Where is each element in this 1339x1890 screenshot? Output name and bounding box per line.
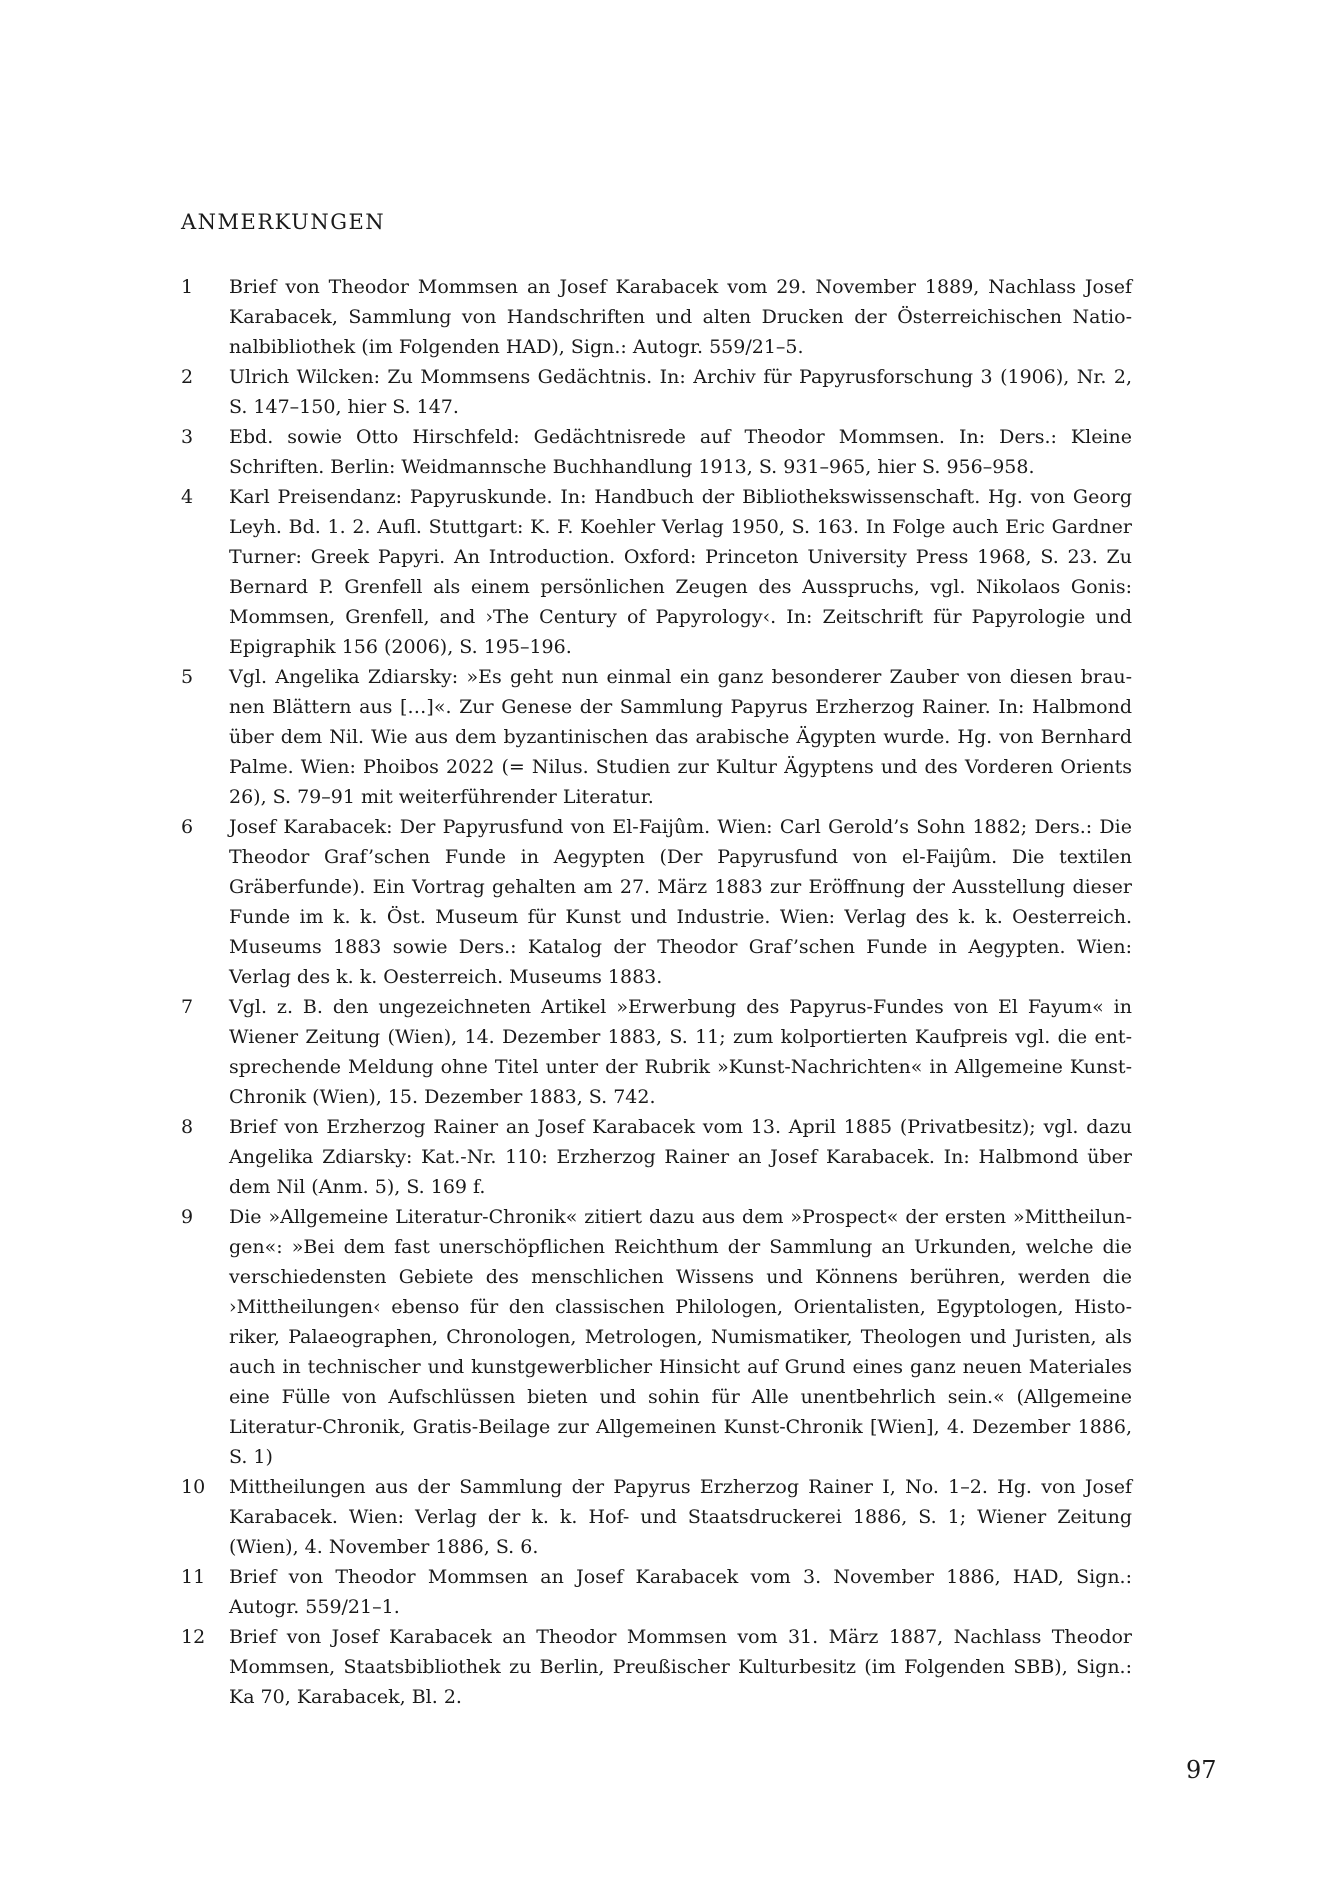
endnote-number: 1 (181, 276, 194, 298)
section-heading: ANMERKUNGEN (181, 210, 386, 234)
endnote-text: Brief von Theodor Mommsen an Josef Karabacek vom 29. November 1889, Nachlass Josef Karabacek, Sammlung von Handschriften und alten Drucken der Österreichischen Nationalbibliothek (im Folgenden HAD), Sign.: Autogr. 559/21–5. (229, 276, 1132, 358)
endnote-number: 3 (181, 426, 194, 448)
endnote (181, 482, 1132, 662)
endnote-number: 5 (181, 666, 194, 688)
endnote (181, 1562, 1132, 1622)
endnote-text: Brief von Erzherzog Rainer an Josef Karabacek vom 13. April 1885 (Privatbesitz); vgl. dazu Angelika Zdiarsky: Kat.-Nr. 110: Erzherzog Rainer an Josef Karabacek. In: Halbmond über dem Nil (Anm. 5), S. 169 f. (229, 1116, 1132, 1198)
endnote (181, 272, 1132, 362)
endnote-text: Ebd. sowie Otto Hirschfeld: Gedächtnisrede auf Theodor Mommsen. In: Ders.: Kleine Schriften. Berlin: Weidmannsche Buchhandlung 1913, S. 931–965, hier S. 956–958. (229, 426, 1132, 478)
endnote-number: 11 (181, 1566, 206, 1588)
endnote-text: Vgl. Angelika Zdiarsky: »Es geht nun einmal ein ganz besonderer Zauber von diesen braunen Blättern aus […]«. Zur Genese der Sammlung Papyrus Erzherzog Rainer. In: Halbmond über dem Nil. Wie aus dem byzantinischen das arabische Ägypten wurde. Hg. von Bernhard Palme. Wien: Phoibos 2022 (= Nilus. Studien zur Kultur Ägyptens und des Vorderen Orients 26), S. 79–91 mit weiterführender Literatur. (229, 666, 1132, 808)
endnote-number: 9 (181, 1206, 194, 1228)
endnote-text: Josef Karabacek: Der Papyrusfund von El-Faijûm. Wien: Carl Gerold’s Sohn 1882; Ders.: Die Theodor Graf’schen Funde in Aegypten (Der Papyrusfund von el-Faijûm. Die textilen Gräberfunde). Ein Vortrag gehalten am 27. März 1883 zur Eröffnung der Ausstellung dieser Funde im k. k. Öst. Museum für Kunst und Industrie. Wien: Verlag des k. k. Oesterreich. Museums 1883 sowie Ders.: Katalog der Theodor Graf’schen Funde in Aegypten. Wien: Verlag des k. k. Oesterreich. Museums 1883. (229, 816, 1132, 988)
endnote (181, 1622, 1132, 1712)
endnote (181, 812, 1132, 992)
endnote-text: Brief von Josef Karabacek an Theodor Mommsen vom 31. März 1887, Nachlass Theodor Mommsen, Staatsbibliothek zu Berlin, Preußischer Kulturbesitz (im Folgenden SBB), Sign.: Ka 70, Karabacek, Bl. 2. (229, 1626, 1132, 1708)
endnote-number: 10 (181, 1476, 206, 1498)
endnote-text: Vgl. z. B. den ungezeichneten Artikel »Erwerbung des Papyrus-Fundes von El Fayum« in Wiener Zeitung (Wien), 14. Dezember 1883, S. 11; zum kolportierten Kaufpreis vgl. die entsprechende Meldung ohne Titel unter der Rubrik »Kunst-Nachrichten« in Allgemeine Kunst-Chronik (Wien), 15. Dezember 1883, S. 742. (229, 996, 1132, 1108)
endnote-text: Ulrich Wilcken: Zu Mommsens Gedächtnis. In: Archiv für Papyrusforschung 3 (1906), Nr. 2, S. 147–150, hier S. 147. (229, 366, 1132, 418)
endnote (181, 992, 1132, 1112)
endnote-number: 2 (181, 366, 194, 388)
endnote-text: Die »Allgemeine Literatur-Chronik« zitiert dazu aus dem »Prospect« der ersten »Mittheilungen«: »Bei dem fast unerschöpflichen Reichthum der Sammlung an Urkunden, welche die verschiedensten Gebiete des menschlichen Wissens und Könnens berühren, werden die ›Mittheilungen‹ ebenso für den classischen Philologen, Orientalisten, Egyptologen, Historiker, Palaeographen, Chronologen, Metrologen, Numismatiker, Theologen und Juristen, als auch in technischer und kunstgewerblicher Hinsicht auf Grund eines ganz neuen Materiales eine Fülle von Aufschlüssen bieten und sohin für Alle unentbehrlich sein.« (Allgemeine Literatur-Chronik, Gratis-Beilage zur Allgemeinen Kunst-Chronik [Wien], 4. Dezember 1886, S. 1) (229, 1206, 1132, 1468)
endnote-number: 4 (181, 486, 194, 508)
endnote-text: Karl Preisendanz: Papyruskunde. In: Handbuch der Bibliothekswissenschaft. Hg. von Georg Leyh. Bd. 1. 2. Aufl. Stuttgart: K. F. Koehler Verlag 1950, S. 163. In Folge auch Eric Gardner Turner: Greek Papyri. An Introduction. Oxford: Princeton University Press 1968, S. 23. Zu Bernard P. Grenfell als einem persönlichen Zeugen des Ausspruchs, vgl. Nikolaos Gonis: Mommsen, Grenfell, and ›The Century of Papyrology‹. In: Zeitschrift für Papyrologie und Epigraphik 156 (2006), S. 195–196. (229, 486, 1132, 658)
endnote-number: 12 (181, 1626, 206, 1648)
endnote (181, 1112, 1132, 1202)
endnote-text: Brief von Theodor Mommsen an Josef Karabacek vom 3. November 1886, HAD, Sign.: Autogr. 559/21–1. (229, 1566, 1132, 1618)
endnote-number: 8 (181, 1116, 194, 1138)
page-number: 97 (1186, 1756, 1217, 1784)
endnote-number: 6 (181, 816, 194, 838)
endnotes-list (181, 272, 1132, 1712)
endnote (181, 1202, 1132, 1472)
endnote-text: Mittheilungen aus der Sammlung der Papyrus Erzherzog Rainer I, No. 1–2. Hg. von Josef Karabacek. Wien: Verlag der k. k. Hof- und Staatsdruckerei 1886, S. 1; Wiener Zeitung (Wien), 4. November 1886, S. 6. (229, 1476, 1132, 1558)
endnote (181, 422, 1132, 482)
endnote (181, 1472, 1132, 1562)
endnote (181, 662, 1132, 812)
endnote (181, 362, 1132, 422)
endnote-number: 7 (181, 996, 194, 1018)
